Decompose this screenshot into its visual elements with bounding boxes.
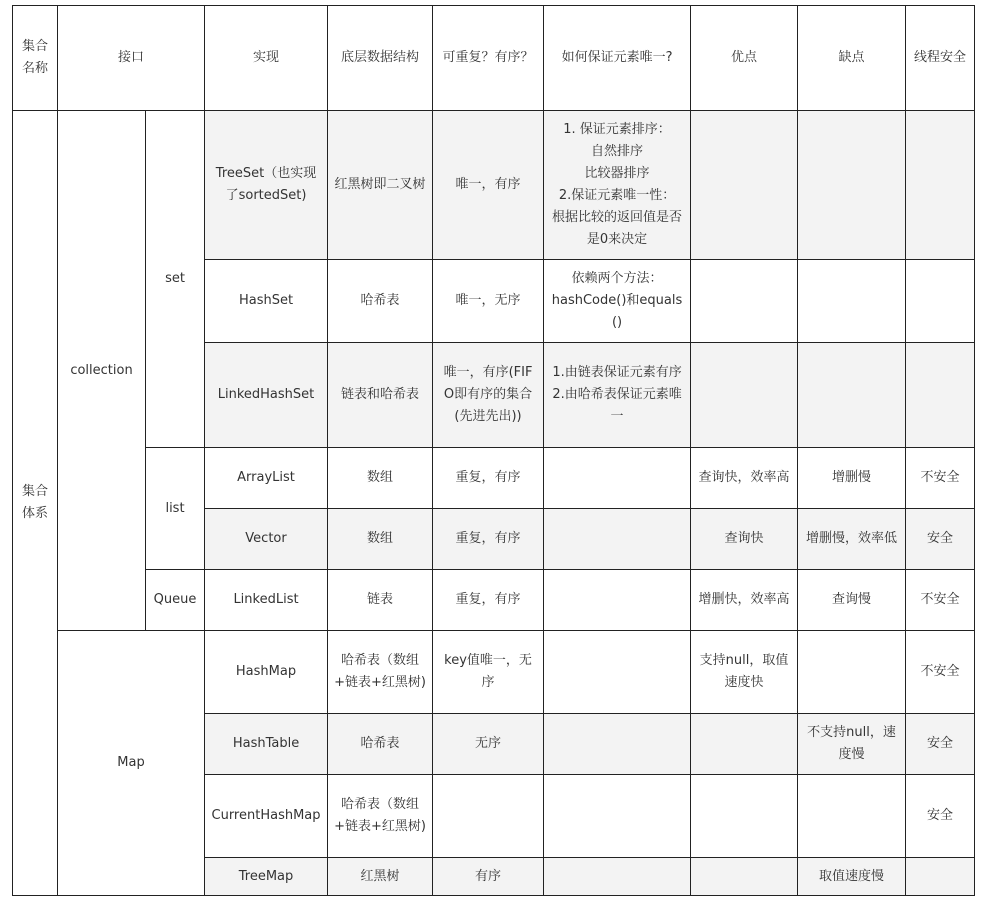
cell-cons — [798, 343, 906, 448]
cell-cons: 取值速度慢 — [798, 858, 906, 896]
header-unique-how: 如何保证元素唯一? — [544, 6, 691, 111]
cell-impl: CurrentHashMap — [205, 775, 328, 858]
cell-pros — [691, 343, 798, 448]
cell-cons: 查询慢 — [798, 570, 906, 631]
group-collection: collection — [58, 111, 146, 631]
table-row — [13, 631, 975, 714]
cell-pros: 查询快，效率高 — [691, 448, 798, 509]
cell-thread-safe: 安全 — [906, 509, 975, 570]
header-row — [13, 6, 975, 111]
cell-unique-how — [544, 631, 691, 714]
cell-structure: 数组 — [328, 448, 433, 509]
collection-comparison-table — [12, 5, 975, 896]
cell-pros — [691, 111, 798, 260]
unique-line: 1. 保证元素排序： — [563, 122, 671, 137]
unique-line: 比较器排序 — [584, 166, 650, 181]
cell-repeat-order: 重复，有序 — [433, 448, 544, 509]
header-cons: 缺点 — [798, 6, 906, 111]
cell-impl: ArrayList — [205, 448, 328, 509]
cell-unique-how — [544, 343, 691, 448]
cell-structure: 红黑树 — [328, 858, 433, 896]
unique-line: 1.由链表保证元素有序 — [552, 365, 682, 380]
cell-unique-how — [544, 260, 691, 343]
group-queue: Queue — [146, 570, 205, 631]
table-row — [13, 570, 975, 631]
cell-unique-how — [544, 509, 691, 570]
cell-unique-how — [544, 714, 691, 775]
cell-repeat-order: 重复，有序 — [433, 509, 544, 570]
cell-structure: 链表和哈希表 — [328, 343, 433, 448]
cell-structure: 哈希表 — [328, 260, 433, 343]
cell-cons — [798, 631, 906, 714]
cell-unique-how — [544, 570, 691, 631]
cell-impl: TreeSet（也实现了sortedSet) — [205, 111, 328, 260]
cell-structure: 哈希表（数组+链表+红黑树) — [328, 775, 433, 858]
unique-line: 2.保证元素唯一性： — [558, 188, 676, 203]
cell-structure: 红黑树即二叉树 — [328, 111, 433, 260]
table-row — [13, 111, 975, 260]
cell-thread-safe — [906, 260, 975, 343]
cell-repeat-order: 有序 — [433, 858, 544, 896]
cell-unique-how — [544, 111, 691, 260]
cell-impl: Vector — [205, 509, 328, 570]
cell-thread-safe: 安全 — [906, 714, 975, 775]
cell-repeat-order: 唯一，有序(FIFO即有序的集合(先进先出)) — [433, 343, 544, 448]
cell-structure: 哈希表 — [328, 714, 433, 775]
cell-impl: LinkedList — [205, 570, 328, 631]
cell-cons — [798, 775, 906, 858]
cell-pros: 查询快 — [691, 509, 798, 570]
cell-cons — [798, 260, 906, 343]
cell-pros — [691, 714, 798, 775]
header-interface: 接口 — [58, 6, 205, 111]
cell-pros: 增删快，效率高 — [691, 570, 798, 631]
cell-structure: 数组 — [328, 509, 433, 570]
cell-unique-how — [544, 858, 691, 896]
cell-unique-how — [544, 775, 691, 858]
header-thread-safe: 线程安全 — [906, 6, 975, 111]
cell-thread-safe — [906, 343, 975, 448]
header-impl: 实现 — [205, 6, 328, 111]
cell-repeat-order: 唯一，无序 — [433, 260, 544, 343]
cell-cons: 不支持null，速度慢 — [798, 714, 906, 775]
cell-thread-safe: 不安全 — [906, 631, 975, 714]
cell-repeat-order: key值唯一，无序 — [433, 631, 544, 714]
group-set: set — [146, 111, 205, 448]
cell-pros — [691, 775, 798, 858]
cell-repeat-order: 无序 — [433, 714, 544, 775]
header-structure: 底层数据结构 — [328, 6, 433, 111]
cell-thread-safe: 不安全 — [906, 448, 975, 509]
cell-repeat-order — [433, 775, 544, 858]
unique-line: hashCode()和equals() — [551, 293, 683, 330]
header-repeat-order: 可重复？有序？ — [433, 6, 544, 111]
unique-line: 2.由哈希表保证元素唯一 — [552, 387, 682, 424]
cell-pros: 支持null，取值速度快 — [691, 631, 798, 714]
group-map: Map — [58, 631, 205, 896]
cell-impl: HashTable — [205, 714, 328, 775]
header-name: 集合名称 — [13, 6, 58, 111]
cell-pros — [691, 858, 798, 896]
unique-line: 依赖两个方法： — [571, 271, 663, 286]
cell-repeat-order: 唯一，有序 — [433, 111, 544, 260]
cell-thread-safe: 不安全 — [906, 570, 975, 631]
table-row — [13, 448, 975, 509]
cell-impl: LinkedHashSet — [205, 343, 328, 448]
header-pros: 优点 — [691, 6, 798, 111]
cell-impl: HashSet — [205, 260, 328, 343]
group-list: list — [146, 448, 205, 570]
group-system: 集合体系 — [13, 111, 58, 896]
cell-repeat-order: 重复，有序 — [433, 570, 544, 631]
unique-line: 自然排序 — [591, 144, 644, 159]
cell-thread-safe: 安全 — [906, 775, 975, 858]
cell-impl: HashMap — [205, 631, 328, 714]
cell-cons: 增删慢，效率低 — [798, 509, 906, 570]
cell-unique-how — [544, 448, 691, 509]
cell-impl: TreeMap — [205, 858, 328, 896]
cell-thread-safe — [906, 858, 975, 896]
cell-structure: 哈希表（数组+链表+红黑树) — [328, 631, 433, 714]
cell-pros — [691, 260, 798, 343]
unique-line: 根据比较的返回值是否是0来决定 — [552, 210, 683, 247]
cell-thread-safe — [906, 111, 975, 260]
cell-cons — [798, 111, 906, 260]
cell-cons: 增删慢 — [798, 448, 906, 509]
cell-structure: 链表 — [328, 570, 433, 631]
